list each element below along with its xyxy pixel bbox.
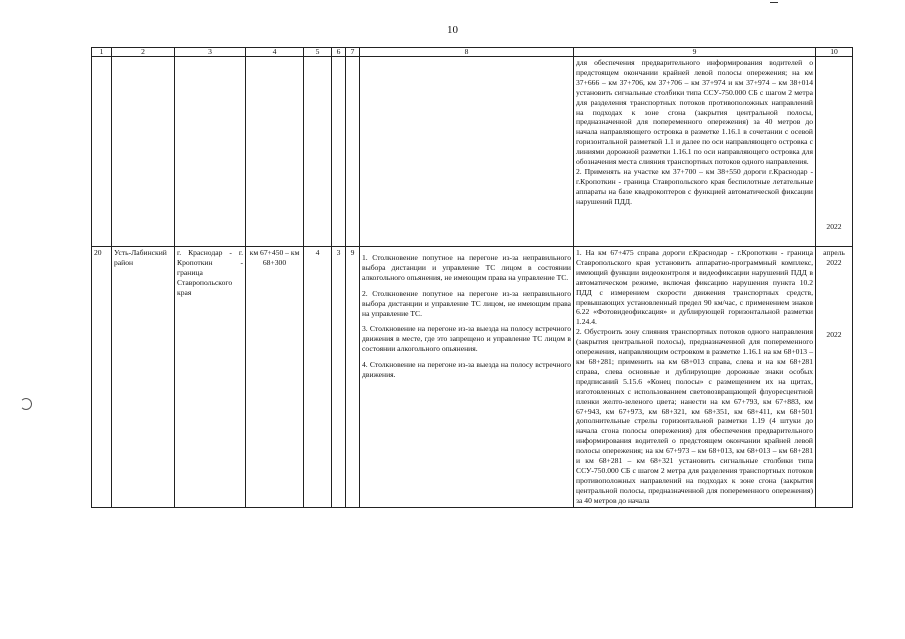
col6-value: 3: [332, 247, 346, 508]
measures-table: [91, 47, 853, 508]
measures-cell: [574, 57, 816, 247]
cause-item: 2. Столкновение попутное на перегоне из-за неправильного выбора дистанции и управление ТС лицом, не имеющим права на управление ТС.: [362, 288, 571, 318]
road-name: г. Краснодар - г. Кропоткин - граница Ставропольского края: [175, 247, 246, 508]
cell-empty: [332, 57, 346, 247]
col-header-7: 7: [346, 48, 360, 57]
margin-punch-mark: [20, 398, 32, 410]
col-header-1: 1: [92, 48, 112, 57]
deadline-2: 2022: [826, 329, 842, 339]
deadline-cell: [816, 247, 853, 508]
cell-empty: [246, 57, 304, 247]
accident-causes: [360, 247, 574, 508]
km-range: км 67+450 – км 68+300: [246, 247, 304, 508]
district: Усть-Лабинский район: [112, 247, 175, 508]
cell-empty: [346, 57, 360, 247]
cell-empty: [360, 57, 574, 247]
col7-value: 9: [346, 247, 360, 508]
corner-dash-mark: [770, 2, 778, 3]
measures-text-2: 2. Применять на участке км 37+700 – км 38+550 дороги г.Краснодар - г.Кропоткин - граница Ставропольского края беспилотные летательные аппараты на базе квадрокоптеров с функцией автоматической фиксации нарушений ПДД.: [576, 166, 813, 206]
page-number: 10: [447, 24, 458, 36]
cause-item: 1. Столкновение попутное на перегоне из-за неправильного выбора дистанции и управление ТС лицом в состоянии алкогольного опьянения, не имеющим права на управление ТС.: [362, 253, 571, 282]
measure-item: 1. На км 67+475 справа дороги г.Краснодар - г.Кропоткин - граница Ставропольского края установить аппаратно-программный комплекс, имеющий функции видеоконтроля и видеофиксации нарушений ПДД в автоматическом режиме, включая фиксацию нарушения пункта 10.2 ПДД с измерением скорости движения транспортных средств, превышающих установленный предел 90 км/час, с применением знаков 6.22 «Фотовидеофиксация» и дублирующей горизонтальной разметки 1.24.4.: [576, 248, 813, 327]
cause-item: 3. Столкновение на перегоне из-за выезда на полосу встречного движения в месте, где это запрещено и управление ТС лицом в состоянии алкогольного опьянения.: [362, 324, 571, 354]
col-header-3: 3: [175, 48, 246, 57]
deadline: 2022: [826, 222, 842, 232]
col-header-4: 4: [246, 48, 304, 57]
table-row-20: [92, 247, 853, 508]
deadline-1: апрель 2022: [823, 248, 845, 267]
measures-cell: [574, 247, 816, 508]
col5-value: 4: [304, 247, 332, 508]
measures-text: для обеспечения предварительного информирования водителей о предстоящем окончании крайней левой полосы опережения; на км 37+666 – км 37+706, км 37+706 – км 37+974 и км 37+974 – км 38+014 установить сигнальные столбики типа ССУ-750.000 СБ с шагом 2 метра для разделения транспортных потоков противоположных направлений на подходах к зоне сгона (закрытия центральной полосы, предназначенной для попеременного опережения) за 40 метров до начала направляющего островка в разметке 1.16.1 в сочетании с осевой горизонтальной разметкой 1.1 и далее по оси направляющего островка с линиями дорожной разметки 1.16.1 по оси направляющего островка для обозначения места слияния транспортных потоков одного направления.: [576, 58, 813, 167]
row-number: 20: [92, 247, 112, 508]
cell-empty: [112, 57, 175, 247]
col-header-5: 5: [304, 48, 332, 57]
cell-empty: [304, 57, 332, 247]
col-header-8: 8: [360, 48, 574, 57]
col-header-2: 2: [112, 48, 175, 57]
cause-item: 4. Столкновение на перегоне из-за выезда на полосу встречного движения.: [362, 360, 571, 380]
measure-item: 2. Обустроить зону слияния транспортных потоков одного направления (закрытия центральной полосы), предназначенной для попеременного опережения, направляющим островком в разметке 1.16.1 на км 68+013 – км 68+281; применить на км 68+013 справа, слева и на км 68+281 справа, слева основные и дублирующие дорожные знаки особых предписаний 5.15.6 «Конец полосы» с размещением их на щитах, изготовленных с использованием световозвращающей флуоресцентной пленки желто-зеленого цвета; нанести на км 67+793, км 67+883, км 67+943, км 67+973, км 68+321, км 68+351, км 68+411, км 68+501 дополнительные стрелы горизонтальной разметки 1.19 (4 штуки до начала сгона полосы опережения) для обеспечения предварительного информирования водителей о предстоящем окончании крайней левой полосы опережения; на км 67+973 – км 68+013, км 68+013 – км 68+281 и км 68+281 – км 68+321 установить сигнальные столбики типа ССУ-750.000 СБ с шагом 2 метра для разделения транспортных потоков противоположных направлений на подходах к зоне сгона (закрытия центральной полосы, предназначенной для попеременного опережения) за 40 метров до начала: [576, 327, 813, 505]
cell-empty: [92, 57, 112, 247]
col-header-6: 6: [332, 48, 346, 57]
table-row-continuation: [92, 57, 853, 247]
col-header-10: 10: [816, 48, 853, 57]
column-number-row: [92, 48, 853, 57]
deadline-cell: [816, 57, 853, 247]
col-header-9: 9: [574, 48, 816, 57]
cell-empty: [175, 57, 246, 247]
